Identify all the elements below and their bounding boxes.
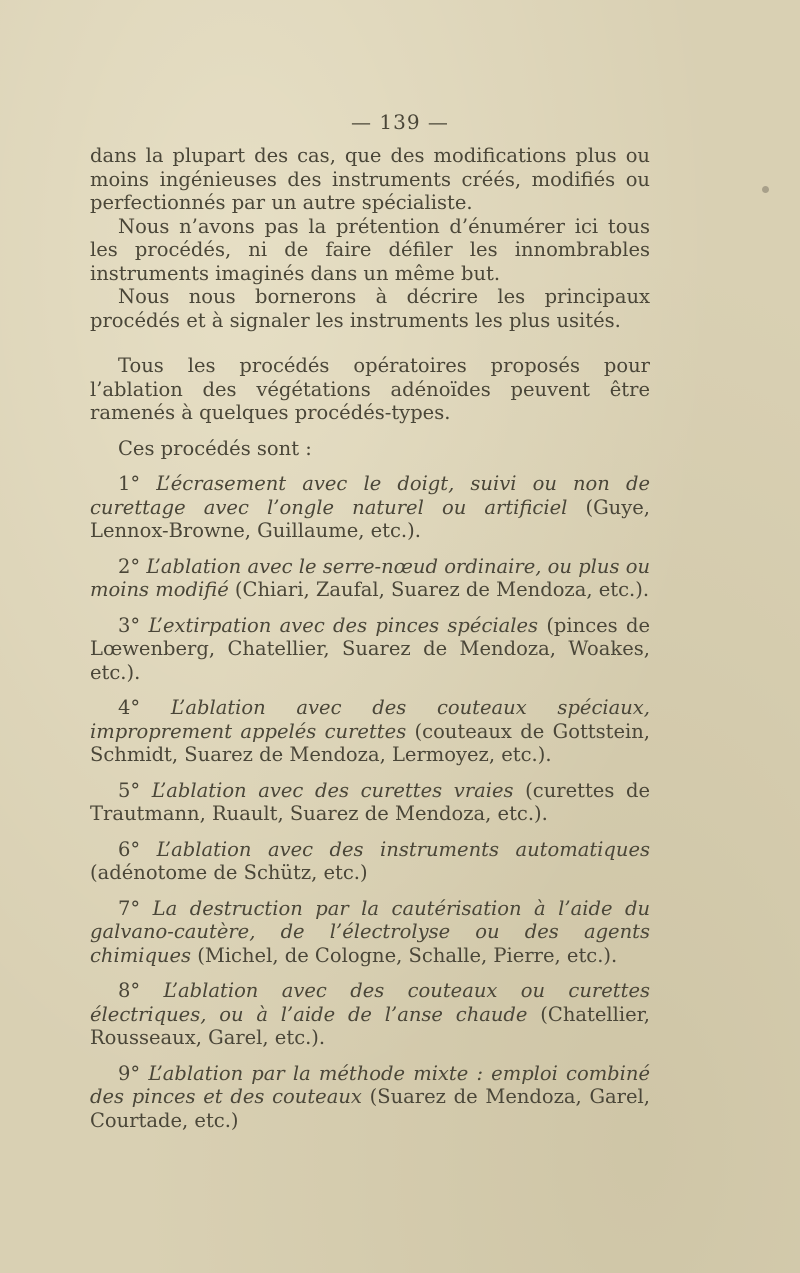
item-authors: (Chatellier, Rousseaux, Garel, etc.). — [90, 1002, 651, 1049]
item-title: L’ablation avec des instruments automatiques — [156, 837, 651, 861]
page-number: — 139 — — [351, 110, 449, 134]
list-item — [90, 614, 650, 685]
list-item — [90, 1062, 650, 1133]
list-item — [90, 779, 650, 826]
item-title: L’ablation avec le serre-nœud ordinaire, ou plus ou moins modifié — [90, 554, 650, 601]
item-number: 9° — [118, 1061, 141, 1085]
list-item — [90, 897, 650, 968]
item-number: 7° — [118, 896, 141, 920]
list-item — [90, 472, 650, 543]
item-authors: (Suarez de Mendoza, Garel, Courtade, etc.) — [90, 1085, 650, 1132]
item-authors: (Michel, de Cologne, Schalle, Pierre, etc.). — [191, 943, 618, 967]
item-title: L’ablation par la méthode mixte : emploi combiné des pinces et des couteaux — [90, 1061, 650, 1108]
item-authors: (Chiari, Zaufal, Suarez de Mendoza, etc.). — [228, 578, 650, 601]
body-text — [90, 144, 650, 1132]
paragraph-ces-procedes: Ces procédés sont : — [118, 436, 312, 460]
list-item — [90, 979, 650, 1050]
item-number: 6° — [118, 837, 141, 861]
item-number: 4° — [118, 696, 141, 719]
item-title: L’ablation avec des curettes vraies — [151, 778, 514, 802]
item-authors: (adénotome de Schütz, etc.) — [90, 861, 368, 884]
list-item — [90, 838, 650, 885]
paragraph-continuation: dans la plupart des cas, que des modifications plus ou moins ingénieuses des instruments créés, modifiés ou perfectionnés par un autre spécialiste. — [90, 144, 650, 214]
item-title: L’ablation avec des couteaux ou curettes électriques, ou à l’aide de l’anse chaude — [90, 979, 650, 1026]
item-title: L’extirpation avec des pinces spéciales — [148, 613, 539, 637]
list-item — [90, 555, 650, 602]
list-item — [90, 696, 650, 767]
item-number: 5° — [118, 778, 141, 802]
item-title: L’ablation avec des couteaux spéciaux, improprement appelés curettes — [90, 696, 651, 743]
item-title: L’écrasement avec le doigt, suivi ou non de curettage avec l’ongle naturel ou artificiel — [90, 472, 650, 519]
item-authors: (curettes de Trautmann, Ruault, Suarez de Mendoza, etc.). — [90, 778, 650, 825]
item-authors: (couteaux de Gottstein, Schmidt, Suarez de Mendoza, Lermoyez, etc.). — [90, 719, 650, 766]
paper-speck — [762, 186, 769, 193]
item-title: La destruction par la cautérisation à l’aide du galvano-cautère, de l’électrolyse ou des agents chimiques — [90, 896, 651, 967]
paragraph-bornerons: Nous nous bornerons à décrire les principaux procédés et à signaler les instruments les plus usités. — [90, 285, 650, 332]
item-number: 3° — [118, 613, 141, 637]
item-authors: (pinces de Lœwenberg, Chatellier, Suarez de Mendoza, Woakes, etc.). — [90, 613, 651, 684]
item-number: 2° — [118, 554, 141, 578]
item-authors: (Guye, Lennox-Browne, Guillaume, etc.). — [90, 495, 650, 542]
paragraph-procedes-types: Tous les procédés opératoires proposés pour l’ablation des végétations adénoïdes peuvent être ramenés à quelques procédés-types. — [90, 354, 650, 424]
paragraph-pretention: Nous n’avons pas la prétention d’énumérer ici tous les procédés, ni de faire défiler les innombrables instruments imaginés dans un même but. — [90, 214, 650, 285]
item-number: 8° — [118, 979, 141, 1002]
item-number: 1° — [118, 472, 141, 495]
